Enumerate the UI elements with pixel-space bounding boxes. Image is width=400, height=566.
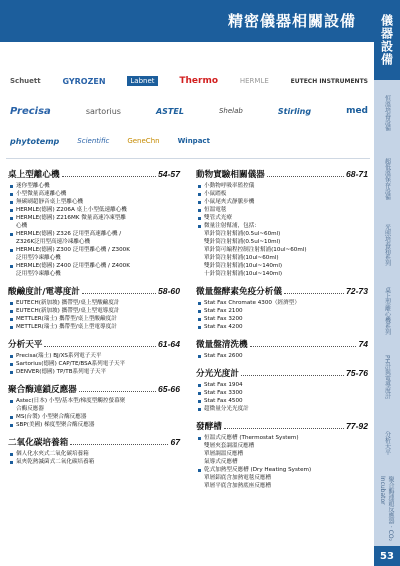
list-item: 微量注射幫浦，包括： <box>196 222 368 230</box>
list-item: 單針筒注射幫浦(0.5ul~60ml) <box>204 231 281 237</box>
leader-dots <box>250 346 357 347</box>
list-item: 十針筒注射幫浦(10ul~140ml) <box>204 271 283 277</box>
tab-label: 超低溫保存設備 <box>383 158 391 200</box>
toc-section <box>196 285 368 331</box>
brand-logos <box>10 70 368 160</box>
section-page-range: 58-60 <box>158 286 180 296</box>
page-number: 53 <box>374 546 400 566</box>
tab-section[interactable] <box>374 80 400 147</box>
section-item-list <box>8 182 180 278</box>
list-item: Z326K泛用型高速冷凍離心機 <box>16 239 91 245</box>
section-heading[interactable] <box>196 285 368 297</box>
section-title: 桌上型離心機 <box>8 170 60 180</box>
logo-med: med <box>346 106 368 116</box>
section-heading[interactable] <box>196 367 368 379</box>
list-item: METTLER(瑞士) 攜帶型/桌上型電導度計 <box>8 323 180 331</box>
section-heading[interactable] <box>196 338 368 350</box>
section-title: 酸鹼度計/電導度計 <box>8 287 80 297</box>
section-page-range: 68-71 <box>346 169 368 179</box>
list-item: Stat Fax Chromate 4300（經濟型） <box>196 299 368 307</box>
list-item: Stat Fax 2100 <box>196 307 368 315</box>
logo-shelab: Shelab <box>218 107 243 115</box>
list-item: 雙針筒注射幫浦(0.5ul~10ml) <box>204 239 281 245</box>
section-item-list <box>8 352 180 376</box>
list-item: HERMLE(德國) Z216MK 微量高速冷凍型離 <box>8 214 180 222</box>
toc-section <box>8 436 180 466</box>
section-item-list <box>8 450 180 466</box>
section-page-range: 65-66 <box>158 384 180 394</box>
logo-sartorius: sartorius <box>85 106 121 116</box>
toc-section <box>8 383 180 429</box>
leader-dots <box>70 444 168 445</box>
list-item: 單層鋁底含加熱電毯反應槽 <box>204 475 272 481</box>
toc-section <box>196 168 368 278</box>
list-item: 心機 <box>16 223 28 229</box>
list-item: HERMLE(德國) Z400 泛用型離心機 / Z400K <box>8 262 180 270</box>
list-item: MS(台製) 小型聚合酶反應器 <box>8 413 180 421</box>
list-item: METTLER(瑞士) 攜帶型/桌上型酸鹼度計 <box>8 315 180 323</box>
leader-dots <box>267 176 344 177</box>
section-item-list <box>8 299 180 331</box>
logo-scientific: Scientific <box>77 137 110 145</box>
logo-eutech: EUTECH INSTRUMENTS <box>290 77 368 85</box>
list-item: 泛用型冷凍離心機 <box>16 271 61 277</box>
list-item: Stat Fax 3200 <box>196 315 368 323</box>
list-item: HERMLE(德國) Z300 泛用型離心機 / Z300K <box>8 246 180 254</box>
section-title: 二氧化碳培養箱 <box>8 438 69 448</box>
list-item: 雙層夾套調溫反應槽 <box>204 443 255 449</box>
section-page-range: 61-64 <box>158 339 180 349</box>
leader-dots <box>79 391 156 392</box>
list-item: 迷你型離心機 <box>8 182 180 190</box>
leader-dots <box>82 293 156 294</box>
list-item: Precisa(瑞士) BJ/XS系列電子天平 <box>8 352 180 360</box>
list-item: EUTECH(新加坡) 攜帶型/桌上型電導度計 <box>8 307 180 315</box>
tab-active[interactable] <box>374 0 400 81</box>
section-heading[interactable] <box>8 338 180 350</box>
list-item: Astec(日本) 小型/基本型/梯度型觸控螢幕聚 <box>8 397 180 405</box>
list-item: 單針筒可編程控制注射幫浦(10ul~60ml) <box>204 247 307 253</box>
list-item: 氣導式反應槽 <box>204 459 238 465</box>
section-item-list <box>196 182 368 278</box>
list-item: 個人化水夾式二氧化碳培養箱 <box>8 450 180 458</box>
list-item: 乾式加熱型反應槽 (Dry Heating System) <box>196 466 368 474</box>
tab-section[interactable] <box>374 476 400 547</box>
section-item-list <box>196 299 368 331</box>
section-title: 微量盤清洗機 <box>196 340 248 350</box>
divider <box>6 158 370 159</box>
section-page-range: 72-73 <box>346 286 368 296</box>
list-item: Stat Fax 3300 <box>196 389 368 397</box>
side-tabs <box>374 0 400 566</box>
list-item: 小型微量高速離心機 <box>8 190 180 198</box>
section-heading[interactable] <box>8 168 180 180</box>
toc-section <box>8 338 180 376</box>
list-item: 無碳刷超靜音桌上型離心機 <box>8 198 180 206</box>
section-title: 分析天平 <box>8 340 43 350</box>
list-item: HERMLE(德國) Z326 泛用型高速離心機 / <box>8 230 180 238</box>
list-item: 超微量分光光度計 <box>196 405 368 413</box>
list-item: 恒溫式反應槽 (Thermostat System) <box>196 434 368 442</box>
list-item: 小動物呼吸率監控儀 <box>196 182 368 190</box>
tab-section[interactable] <box>374 344 400 411</box>
logo-gyrozen: GYROZEN <box>62 76 106 86</box>
tab-label: 分析天平 <box>383 431 391 455</box>
section-item-list <box>196 352 368 360</box>
list-item: 泛用型冷凍離心機 <box>16 255 61 261</box>
section-item-list <box>8 397 180 429</box>
leader-dots <box>224 428 344 429</box>
section-heading[interactable] <box>8 285 180 297</box>
logo-labnet: Labnet <box>127 76 157 86</box>
section-title: 動物實驗相關儀器 <box>196 170 265 180</box>
list-item: Sartorius(德國) CAP/TE/BSA系列電子天平 <box>8 360 180 368</box>
list-item: HERMLE(德國) Z206A 桌上小型低速離心機 <box>8 206 180 214</box>
tab-section[interactable] <box>374 212 400 279</box>
toc-section <box>196 420 368 490</box>
section-item-list <box>196 434 368 490</box>
section-page-range: 67 <box>170 437 180 447</box>
toc-section <box>8 168 180 278</box>
tab-label: 桌上型離心機系列 <box>383 287 391 335</box>
list-item: 恒溫電毯 <box>196 206 368 214</box>
section-heading[interactable] <box>196 420 368 432</box>
list-item: DENVER(德國) TP/TB系列電子天平 <box>8 368 180 376</box>
tab-label: 聚合酶連鎖反應器 · CO₂ Incubator <box>379 476 394 542</box>
section-item-list <box>196 381 368 413</box>
section-title: 分光光度計 <box>196 369 239 379</box>
list-item: 合酶反應器 <box>16 406 44 412</box>
section-page-range: 75-76 <box>346 368 368 378</box>
list-item: 雙針筒注射幫浦(10ul~140ml) <box>204 263 283 269</box>
logo-phytotemp: phytotemp <box>10 136 60 146</box>
tab-label: 恒溫培養設備 <box>383 95 391 131</box>
section-page-range: 77-92 <box>346 421 368 431</box>
toc-section <box>196 367 368 413</box>
leader-dots <box>62 176 156 177</box>
left-column <box>8 168 180 473</box>
list-item: EUTECH(新加坡) 攜帶型/桌上型酸鹼度計 <box>8 299 180 307</box>
logo-schuett: Schuett <box>10 77 41 85</box>
logo-winpact: Winpact <box>177 137 210 145</box>
header-band <box>0 0 374 42</box>
list-item: 小鼠踏板 <box>196 190 368 198</box>
tab-label: 儀器設備 <box>379 14 394 66</box>
toc-section <box>8 285 180 331</box>
tab-label: PH計與電導度計 <box>383 354 391 400</box>
section-page-range: 54-57 <box>158 169 180 179</box>
page-title: 精密儀器相關設備 <box>227 12 356 30</box>
logo-hermle: HERMLE <box>239 77 269 85</box>
logo-stirling: Stirling <box>277 106 312 116</box>
leader-dots <box>44 346 156 347</box>
section-title: 微量盤酵素免疫分析儀 <box>196 287 282 297</box>
logo-precisa: Precisa <box>10 105 51 117</box>
section-title: 發酵槽 <box>196 422 222 432</box>
logo-row-1 <box>10 70 368 92</box>
section-heading[interactable] <box>8 383 180 395</box>
section-page-range: 74 <box>358 339 368 349</box>
section-heading[interactable] <box>196 168 368 180</box>
logo-astel: ASTEL <box>155 106 184 116</box>
section-heading[interactable] <box>8 436 180 448</box>
list-item: 氣夾乾熱滅菌式二氧化碳培養箱 <box>8 458 180 466</box>
list-item: 單層平底含加熱底座反應槽 <box>204 483 272 489</box>
toc-section <box>196 338 368 360</box>
logo-genechn: GeneChn <box>127 137 160 145</box>
tab-section[interactable] <box>374 146 400 213</box>
list-item: 單針筒注射幫浦(10ul~60ml) <box>204 255 279 261</box>
right-column <box>196 168 368 497</box>
list-item: Stat Fax 2600 <box>196 352 368 360</box>
list-item: Stat Fax 4200 <box>196 323 368 331</box>
tab-section[interactable] <box>374 278 400 345</box>
logo-row-3 <box>10 130 368 152</box>
tab-section[interactable] <box>374 410 400 477</box>
list-item: Stat Fax 1904 <box>196 381 368 389</box>
list-item: SBP(美國) 梯度型聚合酶反應器 <box>8 421 180 429</box>
leader-dots <box>241 375 344 376</box>
logo-thermo: Thermo <box>179 76 219 86</box>
leader-dots <box>284 293 344 294</box>
logo-row-2 <box>10 100 368 122</box>
list-item: Stat Fax 4500 <box>196 397 368 405</box>
section-title: 聚合酶連鎖反應器 <box>8 385 77 395</box>
list-item: 雙管式光療 <box>196 214 368 222</box>
list-item: 小鼠尾夾式靜脈步機 <box>196 198 368 206</box>
list-item: 單層調溫反應槽 <box>204 451 244 457</box>
tab-label: 光照培養箱系列 <box>383 224 391 266</box>
